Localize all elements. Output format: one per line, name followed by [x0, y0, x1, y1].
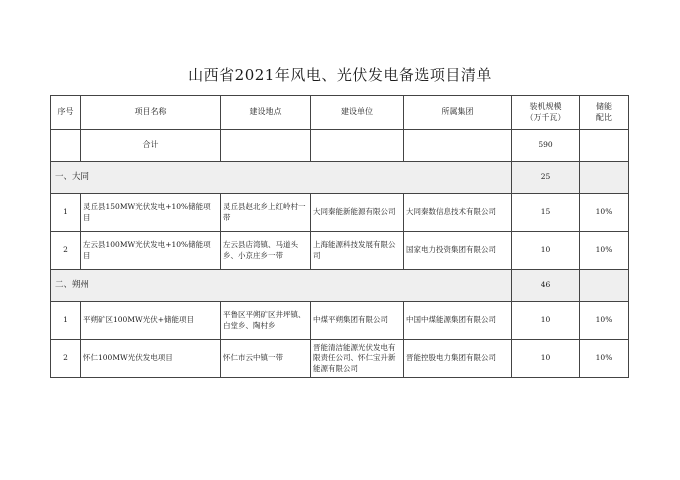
row-location: 怀仁市云中镇一带 — [221, 340, 311, 378]
group-label: 二、朔州 — [51, 270, 512, 302]
row-no: 1 — [51, 194, 81, 232]
row-unit: 晋能清洁能源光伏发电有限责任公司、怀仁宝升新能源有限公司 — [311, 340, 404, 378]
row-project-name: 平朔矿区100MW光伏+储能项目 — [81, 302, 221, 340]
table-row — [51, 232, 629, 270]
group-capacity: 46 — [512, 270, 580, 302]
row-capacity: 10 — [512, 232, 580, 270]
row-project-name: 怀仁100MW光伏发电项目 — [81, 340, 221, 378]
header-group: 所属集团 — [404, 96, 512, 130]
row-no: 2 — [51, 232, 81, 270]
group-row-shuozhou — [51, 270, 629, 302]
header-location: 建设地点 — [221, 96, 311, 130]
group-row-datong — [51, 162, 629, 194]
header-no: 序号 — [51, 96, 81, 130]
row-unit: 上海能源科技发展有限公司 — [311, 232, 404, 270]
table-row — [51, 194, 629, 232]
row-location: 平鲁区平朔矿区井坪镇、白堂乡、陶村乡 — [221, 302, 311, 340]
row-project-name: 灵丘县150MW光伏发电+10%储能项目 — [81, 194, 221, 232]
header-unit: 建设单位 — [311, 96, 404, 130]
group-capacity: 25 — [512, 162, 580, 194]
total-capacity: 590 — [512, 130, 580, 162]
row-project-name: 左云县100MW光伏发电+10%储能项目 — [81, 232, 221, 270]
row-location: 灵丘县赵北乡上红岭村一带 — [221, 194, 311, 232]
row-group: 大同秦数信息技术有限公司 — [404, 194, 512, 232]
project-table — [50, 95, 629, 378]
header-storage: 储能 配比 — [580, 96, 629, 130]
row-storage: 10% — [580, 302, 629, 340]
header-capacity: 装机规模 （万千瓦） — [512, 96, 580, 130]
row-capacity: 10 — [512, 302, 580, 340]
group-label: 一、大同 — [51, 162, 512, 194]
table-row — [51, 340, 629, 378]
row-location: 左云县店湾镇、马道头乡、小京庄乡一带 — [221, 232, 311, 270]
row-unit: 大同秦能新能源有限公司 — [311, 194, 404, 232]
header-name: 项目名称 — [81, 96, 221, 130]
row-capacity: 10 — [512, 340, 580, 378]
total-label: 合计 — [81, 130, 221, 162]
row-no: 2 — [51, 340, 81, 378]
table-row — [51, 302, 629, 340]
row-group: 晋能控股电力集团有限公司 — [404, 340, 512, 378]
row-group: 中国中煤能源集团有限公司 — [404, 302, 512, 340]
row-storage: 10% — [580, 232, 629, 270]
row-storage: 10% — [580, 340, 629, 378]
row-storage: 10% — [580, 194, 629, 232]
row-capacity: 15 — [512, 194, 580, 232]
document-title: 山西省2021年风电、光伏发电备选项目清单 — [188, 66, 492, 84]
row-group: 国家电力投资集团有限公司 — [404, 232, 512, 270]
row-unit: 中煤平朔集团有限公司 — [311, 302, 404, 340]
header-row — [51, 96, 629, 130]
total-row — [51, 130, 629, 162]
row-no: 1 — [51, 302, 81, 340]
